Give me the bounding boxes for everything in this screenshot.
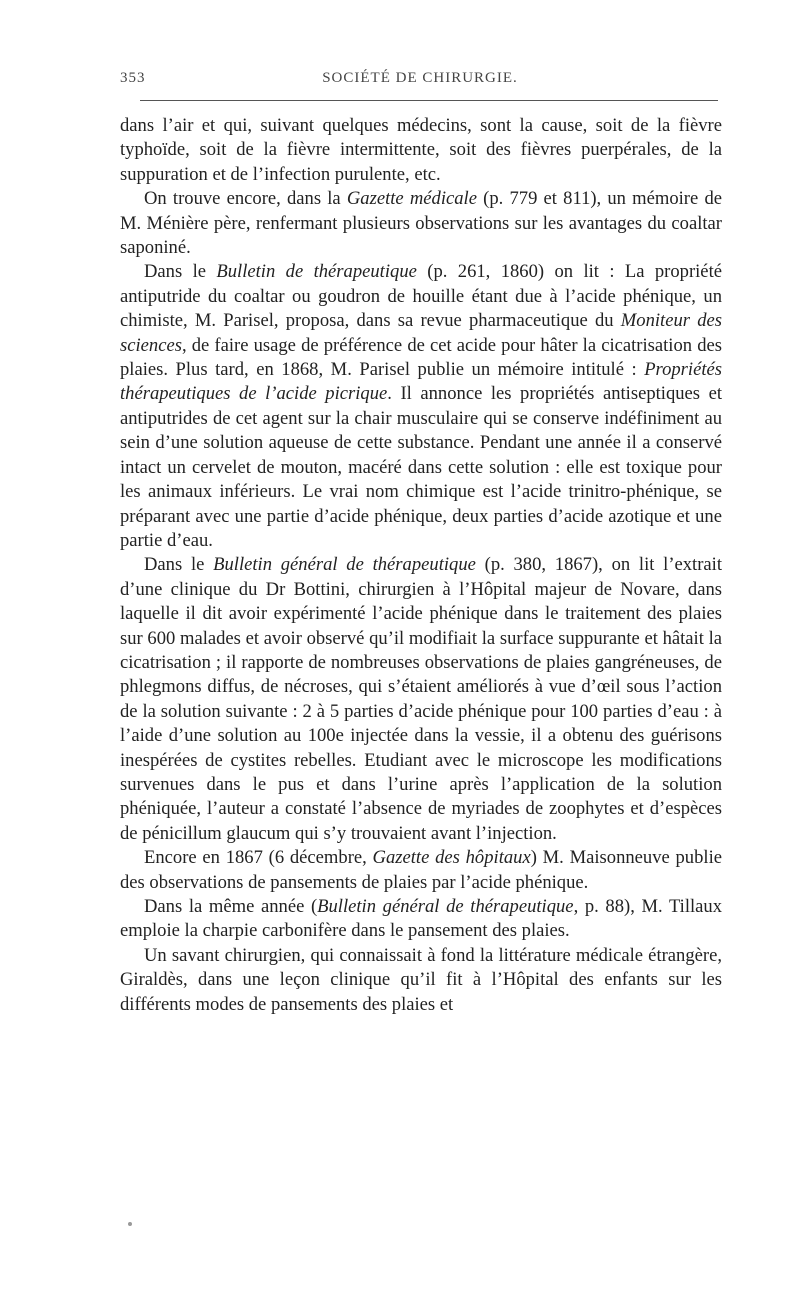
text-span: Dans le (144, 261, 217, 283)
print-speck (128, 1222, 132, 1226)
citation-title: Gazette médicale (346, 188, 477, 210)
text-span: , de faire usage de préférence de cet acide pour hâter la cicatrisation des plaies. Plus tard, en 1868, M. Parisel publie un mémoire intitulé : (120, 334, 722, 381)
paragraph-4 (120, 553, 722, 846)
citation-title: Moniteur des sciences (120, 310, 722, 356)
citation-title: Gazette des hôpitaux (372, 847, 531, 869)
text-span: (p. 779 et 811), un mémoire de M. Ménière père, renfermant plusieurs observations sur les avantages du coaltar saponiné. (120, 188, 722, 259)
paragraph-5 (120, 846, 722, 895)
paragraph-7 (120, 944, 722, 1017)
text-span: Encore en 1867 (6 décembre, (144, 847, 373, 869)
body-text (120, 114, 722, 1017)
citation-title: Propriétés thérapeutiques de l’acide picrique (120, 359, 722, 405)
paragraph-3 (120, 260, 722, 553)
citation-title: Bulletin de thérapeutique (216, 261, 417, 283)
text-span: (p. 380, 1867), on lit l’extrait d’une clinique du Dr Bottini, chirurgien à l’Hôpital majeur de Novare, dans laquelle il dit avoir expérimenté l’acide phénique dans le traitement des plaies sur 600 malades et avoir observé qu’il modifiait la surface suppurante et hâtait la cicatrisation ; il rapporte de nombreuses observations de plaies gangréneuses, de phlegmons diffus, de nécroses, qui s’étaient améliorés à vue d’œil sous l’action de la solution suivante : 2 à 5 parties d’acide phénique pour 100 parties d’eau : à l’aide d’une solution au 100e injectée dans la vessie, il a obtenu des guérisons inespérées de cystites rebelles. Etudiant avec le microscope les modifications survenues dans le pus et dans l’urine après l’application de la solution phéniquée, l’auteur a constaté l’absence de myriades de zoophytes et d’espèces de pénicillum glaucum qui s’y trouvaient avant l’injection. (120, 554, 722, 844)
citation-title: Bulletin général de thérapeutique (213, 554, 476, 576)
text-span: On trouve encore, dans la (144, 188, 347, 210)
paragraph-6 (120, 895, 722, 944)
citation-title: Bulletin général de thérapeutique (317, 896, 574, 917)
paragraph-2 (120, 187, 722, 260)
text-span: ) M. Maisonneuve publie des observations de pansements de plaies par l’acide phénique. (120, 847, 722, 893)
text-span: Dans la même année ( (144, 896, 318, 917)
text-span: dans l’air et qui, suivant quelques médecins, sont la cause, soit de la fièvre typhoïde, soit de la fièvre intermittente, soit des fièvres puerpérales, de la suppuration et de l’infection purulente, etc. (120, 115, 722, 185)
text-span: (p. 261, 1860) on lit : La propriété antiputride du coaltar ou goudron de houille étant due à l’acide phénique, un chimiste, M. Parisel, proposa, dans sa revue pharmaceutique du (120, 261, 722, 332)
text-span: Dans le (144, 554, 214, 576)
running-title: SOCIÉTÉ DE CHIRURGIE. (322, 70, 518, 86)
page-header (120, 70, 720, 92)
text-span: Un savant chirurgien, qui connaissait à fond la littérature médicale étrangère, Giraldès, dans une leçon clinique qu’il fit à l’Hôpital des enfants sur les différents modes de pansements des plaies et (120, 944, 722, 1015)
page-number: 353 (120, 70, 146, 86)
text-span: . Il annonce les propriétés antiseptiques et antiputrides de cet agent sur la chair musculaire qui se conserve indéfiniment au sein d’une solution aqueuse de cette substance. Pendant une année il a conservé intact un cervelet de mouton, macéré dans cette solution : elle est toxique pour les animaux inférieurs. Le vrai nom chimique est l’acide trinitro-phénique, se préparant avec une partie d’acide phénique, deux parties d’acide azotique et une partie d’eau. (120, 383, 722, 551)
header-rule (140, 100, 718, 101)
paragraph-1 (120, 114, 722, 187)
text-span: , p. 88), M. Tillaux emploie la charpie carbonifère dans le pansement des plaies. (120, 896, 723, 942)
